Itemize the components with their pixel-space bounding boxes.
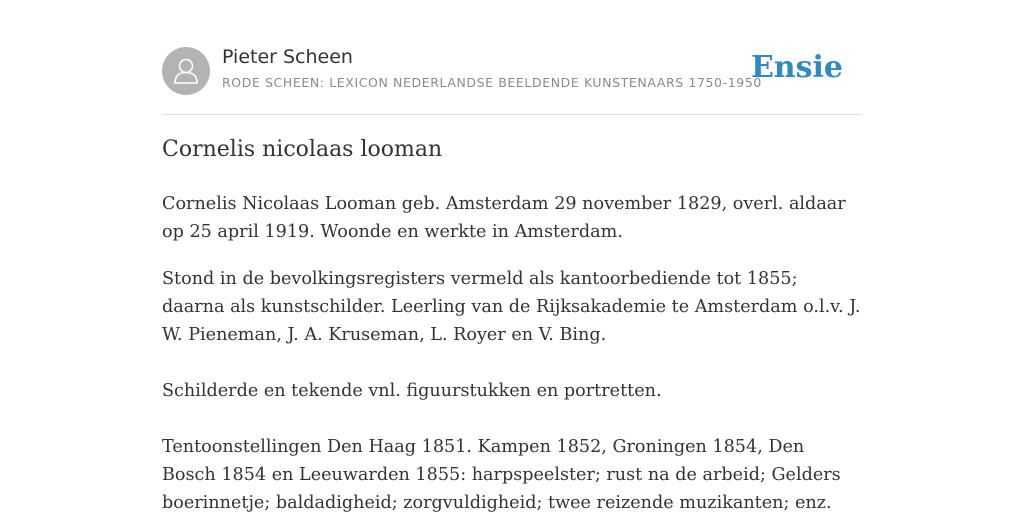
- article-title: Cornelis nicolaas looman: [162, 137, 443, 162]
- source-title[interactable]: RODE SCHEEN: LEXICON NEDERLANDSE BEELDENDE KUNSTENAARS 1750-1950: [222, 75, 762, 90]
- page-wrapper: [162, 0, 862, 513]
- article-paragraph: Tentoonstellingen Den Haag 1851. Kampen 1852, Groningen 1854, Den Bosch 1854 en Leeuwarden 1855: harpspeelster; rust na de arbeid; Gelders boerinnetje; baldadigheid; zorgvuldigheid; twee reizende muzikanten; enz.: [162, 437, 841, 513]
- author-name[interactable]: Pieter Scheen: [222, 46, 353, 68]
- article-paragraph: Stond in de bevolkingsregisters vermeld als kantoorbediende tot 1855; daarna als kunstschilder. Leerling van de Rijksakademie te Amsterdam o.l.v. J. W. Pieneman, J. A. Kruseman, L. Royer en V. Bing.: [162, 269, 861, 345]
- article-body: [162, 190, 862, 517]
- article-paragraph: Cornelis Nicolaas Looman geb. Amsterdam 29 november 1829, overl. aldaar op 25 april 1919. Woonde en werkte in Amsterdam.: [162, 194, 846, 242]
- user-avatar-icon[interactable]: [162, 47, 210, 95]
- article-header: [162, 0, 862, 115]
- article-paragraph: Schilderde en tekende vnl. figuurstukken en portretten.: [162, 381, 662, 401]
- brand-logo[interactable]: Ensie: [750, 50, 843, 85]
